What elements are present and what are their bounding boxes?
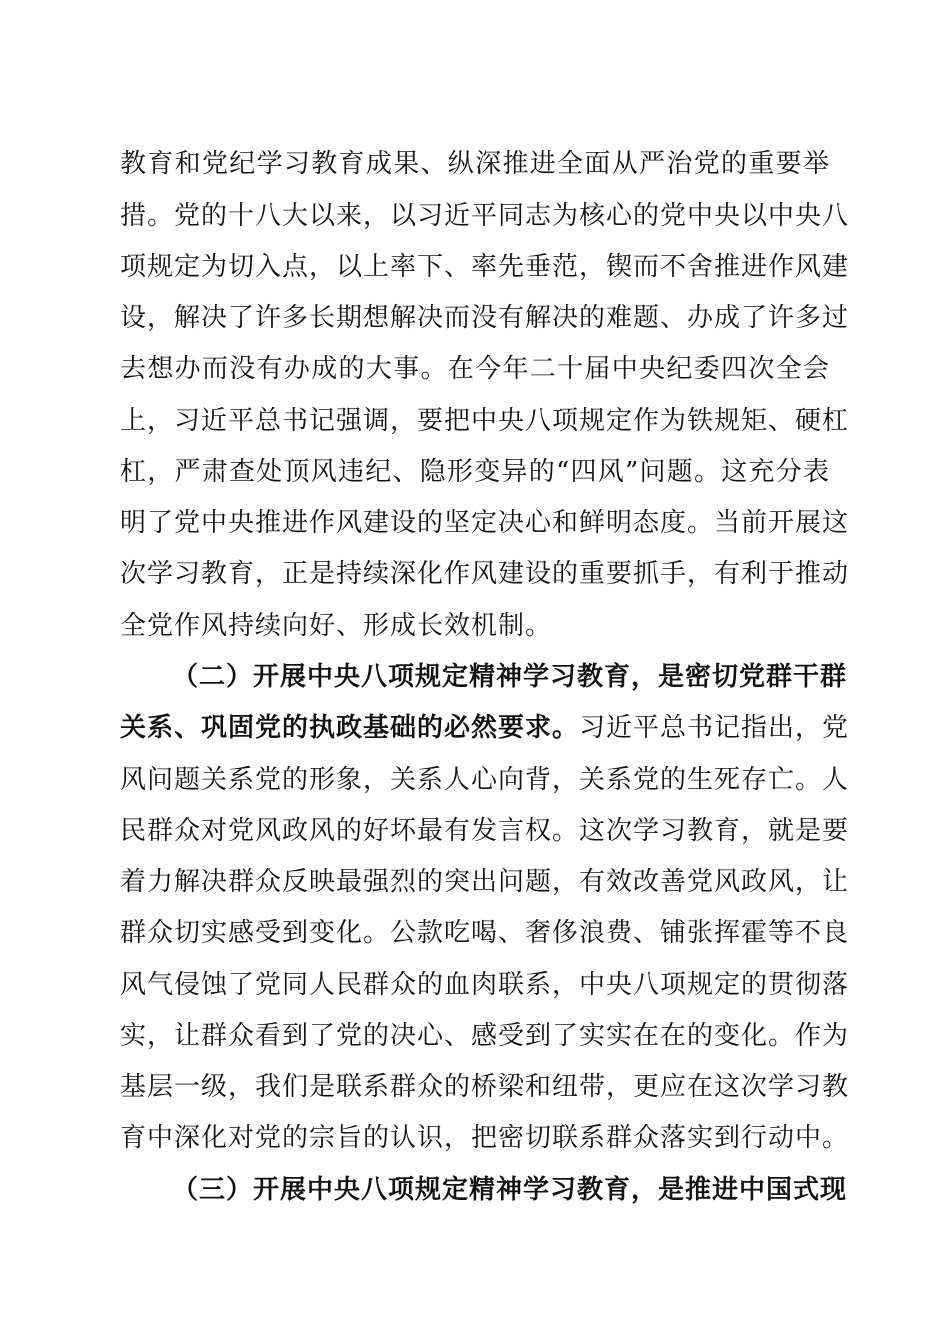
text-line-6: 上，习近平总书记强调，要把中央八项规定作为铁规矩、硬杠 — [120, 406, 850, 436]
text-line-4: 设，解决了许多长期想解决而没有解决的难题、办成了许多过 — [120, 303, 850, 333]
text-line-20: 育中深化对党的宗旨的认识，把密切联系群众落实到行动中。 — [120, 1123, 850, 1153]
text-line-9: 次学习教育，正是持续深化作风建设的重要抓手，有利于推动 — [120, 559, 850, 589]
text-line-7: 杠，严肃查处顶风违纪、隐形变异的“四风”问题。这充分表 — [120, 457, 830, 487]
text-line-12 — [120, 708, 850, 748]
section-heading-2-line-1: （二）开展中央八项规定精神学习教育，是密切党群干群 — [172, 662, 848, 692]
text-line-8: 明了党中央推进作风建设的坚定决心和鲜明态度。当前开展这 — [120, 508, 850, 538]
text-line-10: 全党作风持续向好、形成长效机制。 — [120, 611, 553, 641]
text-line-15: 着力解决群众反映最强烈的突出问题，有效改善党风政风，让 — [120, 867, 850, 897]
text-line-3: 项规定为切入点，以上率下、率先垂范，锲而不舍推进作风建 — [120, 252, 850, 282]
text-line-1: 教育和党纪学习教育成果、纵深推进全面从严治党的重要举 — [120, 149, 830, 179]
text-line-16: 群众切实感受到变化。公款吃喝、奢侈浪费、铺张挥霍等不良 — [120, 918, 850, 948]
text-line-17: 风气侵蚀了党同人民群众的血肉联系，中央八项规定的贯彻落 — [120, 970, 850, 1000]
text-line-13: 风问题关系党的形象，关系人心向背，关系党的生死存亡。人 — [120, 765, 850, 795]
text-line-14: 民群众对党风政风的好坏最有发言权。这次学习教育，就是要 — [120, 816, 850, 846]
text-line-19: 基层一级，我们是联系群众的桥梁和纽带，更应在这次学习教 — [120, 1072, 850, 1102]
text-line-2: 措。党的十八大以来，以习近平同志为核心的党中央以中央八 — [120, 201, 850, 231]
text-line-5: 去想办而没有办成的大事。在今年二十届中央纪委四次全会 — [120, 354, 830, 384]
section-heading-2-line-2: 关系、巩固党的执政基础的必然要求。 — [120, 713, 580, 743]
text-line-18: 实，让群众看到了党的决心、感受到了实实在在的变化。作为 — [120, 1021, 850, 1051]
section-heading-3-line-1: （三）开展中央八项规定精神学习教育，是推进中国式现 — [172, 1175, 848, 1205]
section-2-body-start: 习近平总书记指出，党 — [579, 713, 850, 743]
